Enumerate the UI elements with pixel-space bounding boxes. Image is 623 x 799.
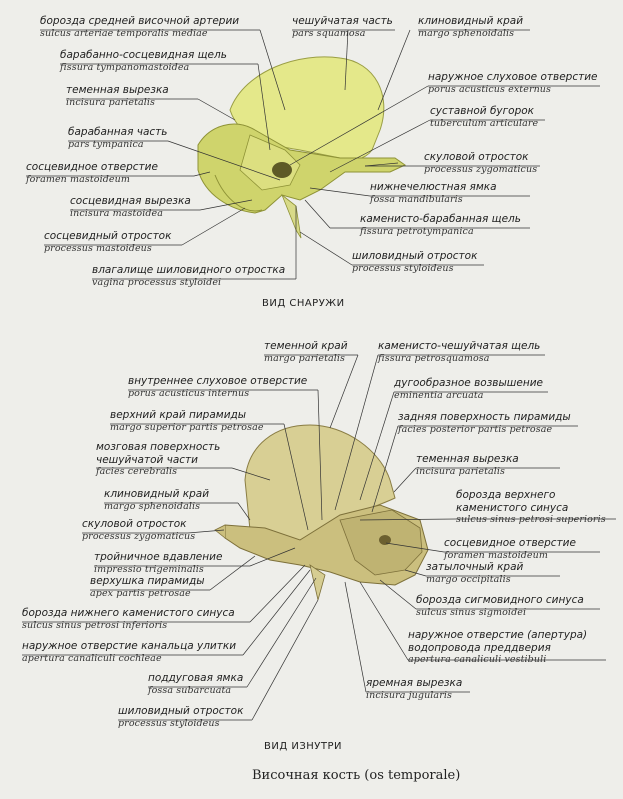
label-la: incisura parietalis [66,96,156,108]
label-processus-zygomaticus-outer [424,152,537,174]
label-la: incisura mastoidea [70,207,164,219]
label-fissura-petrosquamosa [378,341,540,363]
label-ru: суставной бугорок [430,105,535,117]
label-fossa-mandibularis [370,182,497,204]
label-ru: теменная вырезка [66,84,169,96]
label-margo-occipitalis [426,562,523,584]
label-la: porus acusticus externus [428,83,551,95]
label-la: processus zygomaticus [82,530,196,542]
inner-view-title: ВИД ИЗНУТРИ [264,741,342,752]
label-ru: борозда средней височной артерии [40,15,240,27]
label-facies-cerebralis [96,442,220,477]
label-impressio-trigeminalis [94,552,222,574]
label-la: sulcus sinus petrosi superioris [456,514,606,525]
label-ru: наружное слуховое отверстие [428,71,598,83]
label-ru: сосцевидное отверстие [26,161,158,173]
label-tuberculum-articulare [430,106,538,128]
label-sulcus-arteriae-temporalis-mediae [40,16,239,38]
label-margo-superior-partis-petrosae [110,410,264,432]
label-margo-sphenoidalis-inner [104,489,209,511]
label-vagina-processus-styloidei [92,265,285,287]
label-ru: тройничное вдавление [94,551,223,563]
label-la: fossa mandibularis [370,193,463,205]
label-pars-tympanica [68,127,167,149]
label-la: foramen mastoideum [26,173,130,185]
label-ru: теменной край [264,340,348,352]
label-incisura-mastoidea [70,196,191,218]
label-ru: дугообразное возвышение [394,377,543,389]
outer-view-title: ВИД СНАРУЖИ [262,298,345,309]
label-ru: наружное отверстие (апертура) [408,629,588,641]
label-pars-squamosa [292,16,393,38]
label-la: fissura petrosquamosa [378,352,490,364]
label-ru: клиновидный край [418,15,524,27]
label-porus-acusticus-internus [128,376,307,398]
label-ru: мозговая поверхность [96,441,221,453]
label-la: fissura petrotympanica [360,225,474,237]
label-ru: влагалище шиловидного отростка [92,264,286,276]
label-ru-line2: чешуйчатой части [96,453,199,466]
label-la: incisura jugularis [366,689,452,701]
label-ru: наружное отверстие канальца улитки [22,640,237,652]
label-sulcus-sinus-sigmoidei [416,595,584,617]
label-la: facies posterior partis petrosae [398,423,553,435]
label-la: fossa subarcuata [148,684,232,696]
label-incisura-jugularis [366,678,462,700]
label-la: processus styloideus [118,717,220,729]
label-ru: каменисто-чешуйчатая щель [378,340,541,352]
label-apertura-canaliculi-vestibuli [408,630,587,665]
label-apertura-canaliculi-cochleae [22,641,236,663]
label-sulcus-sinus-petrosi-superioris [456,490,606,525]
label-ru: задняя поверхность пирамиды [398,411,571,423]
label-ru: сосцевидный отросток [44,230,172,242]
label-la: tuberculum articulare [430,117,539,129]
label-ru: клиновидный край [104,488,210,500]
label-ru: поддуговая ямка [148,672,244,684]
label-la: pars squamosa [292,27,366,39]
label-ru: яремная вырезка [366,677,463,689]
label-la: apertura canaliculi cochleae [22,652,162,664]
label-ru: борозда сигмовидного синуса [416,594,584,606]
label-ru: барабанная часть [68,126,168,138]
label-la: vagina processus styloidei [92,276,222,288]
label-fissura-petrotympanica [360,214,521,236]
label-la: incisura parietalis [416,465,506,477]
label-porus-acusticus-externus [428,72,598,94]
outer-bone-illustration [198,57,405,238]
label-incisura-parietalis-outer [66,85,169,107]
label-la: apex partis petrosae [90,587,191,599]
label-ru-line2: каменистого синуса [456,501,569,514]
label-eminentia-arcuata [394,378,543,400]
label-ru: верхушка пирамиды [90,575,205,587]
label-la: margo superior partis petrosae [110,421,264,433]
label-ru: скуловой отросток [82,518,187,530]
label-la: processus zygomaticus [424,163,538,175]
label-margo-parietalis [264,341,348,363]
label-ru: затылочный край [426,561,524,573]
label-sulcus-sinus-petrosi-inferioris [22,608,235,630]
label-la: fissura tympanomastoidea [60,61,190,73]
label-la: eminentia arcuata [394,389,484,401]
label-la: sulcus arteriae temporalis mediae [40,27,208,39]
label-ru-line2: водопровода преддверия [408,641,551,654]
label-ru: борозда нижнего каменистого синуса [22,607,235,619]
label-processus-zygomaticus-inner [82,519,195,541]
label-ru: шиловидный отросток [118,705,244,717]
label-processus-styloideus-inner [118,706,243,728]
label-foramen-mastoideum-inner [444,538,576,560]
label-ru: нижнечелюстная ямка [370,181,497,193]
label-la: sulcus sinus petrosi inferioris [22,619,168,631]
label-la: margo sphenoidalis [418,27,515,39]
label-ru: борозда верхнего [456,489,556,501]
external-acoustic-meatus-shape [272,162,292,178]
label-foramen-mastoideum-outer [26,162,158,184]
label-ru: каменисто-барабанная щель [360,213,521,225]
label-ru: барабанно-сосцевидная щель [60,49,227,61]
label-ru: чешуйчатая часть [292,15,393,27]
label-la: processus styloideus [352,262,454,274]
figure-caption: Височная кость (os temporale) [252,768,461,783]
label-ru: шиловидный отросток [352,250,478,262]
label-la: impressio trigeminalis [94,563,204,575]
label-la: margo parietalis [264,352,346,364]
label-fissura-tympanomastoidea [60,50,227,72]
label-ru: сосцевидная вырезка [70,195,191,207]
label-la: processus mastoideus [44,242,152,254]
label-la: apertura canaliculi vestibuli [408,654,547,665]
label-ru: сосцевидное отверстие [444,537,576,549]
label-ru: внутреннее слуховое отверстие [128,375,308,387]
label-processus-mastoideus [44,231,171,253]
label-processus-styloideus-outer [352,251,477,273]
label-la: foramen mastoideum [444,549,548,561]
label-la: margo sphenoidalis [104,500,201,512]
label-la: margo occipitalis [426,573,511,585]
label-la: facies cerebralis [96,466,178,477]
label-margo-sphenoidalis-outer [418,16,523,38]
label-incisura-parietalis-inner [416,454,519,476]
label-la: sulcus sinus sigmoidei [416,606,527,618]
label-ru: верхний край пирамиды [110,409,247,421]
label-la: pars tympanica [68,138,144,150]
label-fossa-subarcuata [148,673,243,695]
label-ru: теменная вырезка [416,453,519,465]
label-ru: скуловой отросток [424,151,529,163]
label-apex-partis-petrosae [90,576,205,598]
label-facies-posterior-partis-petrosae [398,412,571,434]
label-la: porus acusticus internus [128,387,250,399]
